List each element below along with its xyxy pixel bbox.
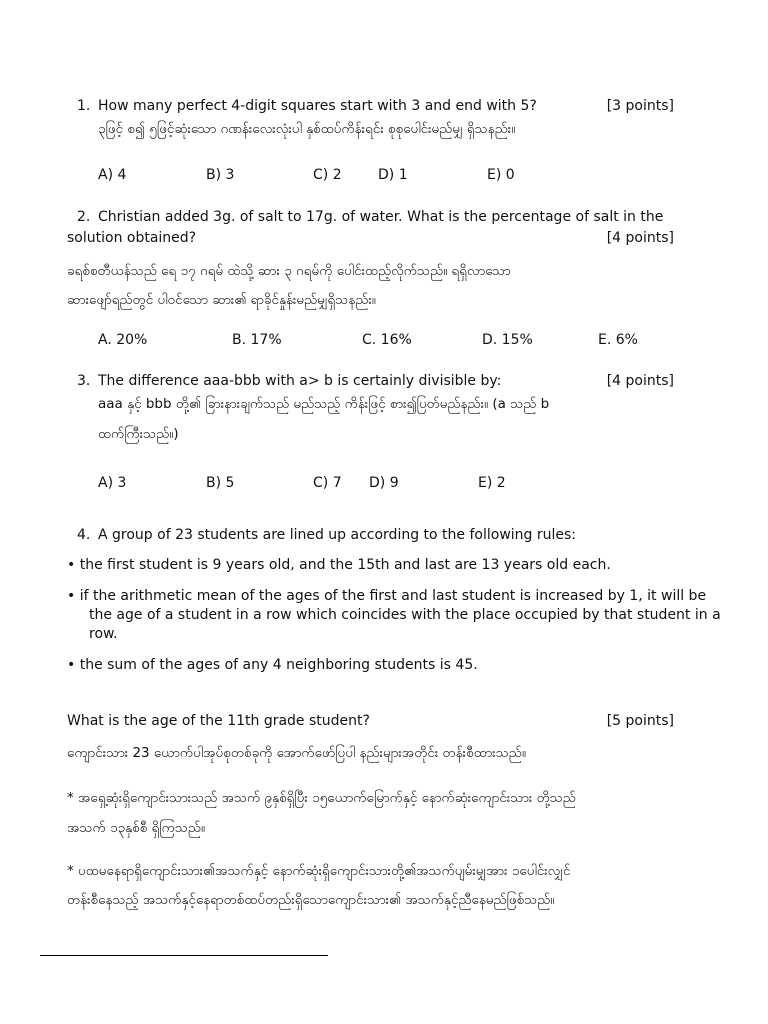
q2-points: [4 points]	[606, 230, 674, 246]
q2-option-d: D. 15%	[482, 332, 533, 348]
q2-number: 2.	[77, 209, 91, 225]
q2-option-e: E. 6%	[598, 332, 638, 348]
q1-option-a: A) 4	[98, 167, 127, 183]
q2-text-line2: solution obtained?	[67, 230, 197, 246]
footnote-separator	[40, 955, 328, 956]
q2-translation-line1: ခရစ်စတီယန်သည် ရေ ၁၇ ဂရမ် ထဲသို့ ဆား ၃ ဂရမ်ကို ပေါင်းထည့်လိုက်သည်။ ရရှိလာသော	[67, 263, 511, 279]
q3-option-a: A) 3	[98, 475, 127, 491]
q4-my-line1: ကျောင်းသား 23 ယောက်ပါအုပ်စုတစ်ခုကို အောက်ဖော်ပြပါ နည်းများအတိုင်း တန်းစီထားသည်။	[67, 745, 526, 761]
q2-text-line1: Christian added 3g. of salt to 17g. of water. What is the percentage of salt in the	[98, 209, 664, 225]
q1-option-c: C) 2	[313, 167, 342, 183]
q4-bullet-3: • the sum of the ages of any 4 neighboring students is 45.	[67, 657, 478, 673]
q4-bullet-2-line1: • if the arithmetic mean of the ages of the first and last student is increased by 1, it will be	[67, 588, 707, 604]
q1-text: How many perfect 4-digit squares start with 3 and end with 5?	[98, 98, 537, 114]
q3-number: 3.	[77, 373, 91, 389]
q2-option-a: A. 20%	[98, 332, 148, 348]
q3-points: [4 points]	[606, 373, 674, 389]
q3-translation-line1: aaa နှင့် bbb တို့၏ ခြားနားချက်သည် မည်သည့် ကိန်းဖြင့် စား၍ပြတ်မည်နည်း။ (a သည် b	[98, 396, 550, 412]
q4-number: 4.	[77, 527, 91, 543]
q4-my-line4: * ပထမနေရာရှိကျောင်းသား၏အသက်နှင့် နောက်ဆုံးရှိကျောင်းသားတို့၏အသက်ပျမ်းမျှအား ၁ပေါင်းလျှင်	[67, 863, 571, 879]
q4-text: A group of 23 students are lined up according to the following rules:	[98, 527, 577, 543]
q4-my-line3: အသက် ၁၃နှစ်စီ ရှိကြသည်။	[67, 820, 206, 836]
q1-translation: ၃ဖြင့် စ၍ ၅ဖြင့်ဆုံးသော ဂဏန်းလေးလုံးပါ နှစ်ထပ်ကိန်းရင်း စုစုပေါင်းမည်မျှ ရှိသနည်း။	[98, 121, 516, 137]
q4-bullet-2-line3: row.	[89, 626, 118, 642]
q2-option-b: B. 17%	[232, 332, 282, 348]
q3-translation-line2: ထက်ကြီးသည်။)	[98, 426, 179, 442]
q3-option-d: D) 9	[369, 475, 399, 491]
q4-points: [5 points]	[606, 713, 674, 729]
q4-question: What is the age of the 11th grade student?	[67, 713, 370, 729]
q1-option-d: D) 1	[378, 167, 408, 183]
q4-my-line2: * အရှေ့ဆုံးရှိကျောင်းသားသည် အသက် ၉နှစ်ရှိပြီး ၁၅ယောက်မြောက်နှင့် နောက်ဆုံးကျောင်းသား တို့သည်	[67, 790, 576, 806]
q3-option-e: E) 2	[478, 475, 506, 491]
q2-option-c: C. 16%	[362, 332, 412, 348]
q1-option-b: B) 3	[206, 167, 235, 183]
q2-translation-line2: ဆားဖျော်ရည်တွင် ပါဝင်သော ဆား၏ ရာခိုင်နှုန်းမည်မျှရှိသနည်း။	[67, 292, 376, 308]
q1-points: [3 points]	[606, 98, 674, 114]
q1-number: 1.	[77, 98, 91, 114]
q1-option-e: E) 0	[487, 167, 515, 183]
q4-my-line5: တန်းစီနေသည့် အသက်နှင့်နေရာတစ်ထပ်တည်းရှိသောကျောင်းသား၏ အသက်နှင့်ညီနေမည်ဖြစ်သည်။	[67, 892, 555, 908]
q3-option-c: C) 7	[313, 475, 342, 491]
q4-bullet-2-line2: the age of a student in a row which coincides with the place occupied by that student in a	[89, 607, 721, 623]
q4-bullet-1: • the first student is 9 years old, and the 15th and last are 13 years old each.	[67, 557, 611, 573]
q3-option-b: B) 5	[206, 475, 235, 491]
q3-text: The difference aaa-bbb with a> b is certainly divisible by:	[98, 373, 502, 389]
